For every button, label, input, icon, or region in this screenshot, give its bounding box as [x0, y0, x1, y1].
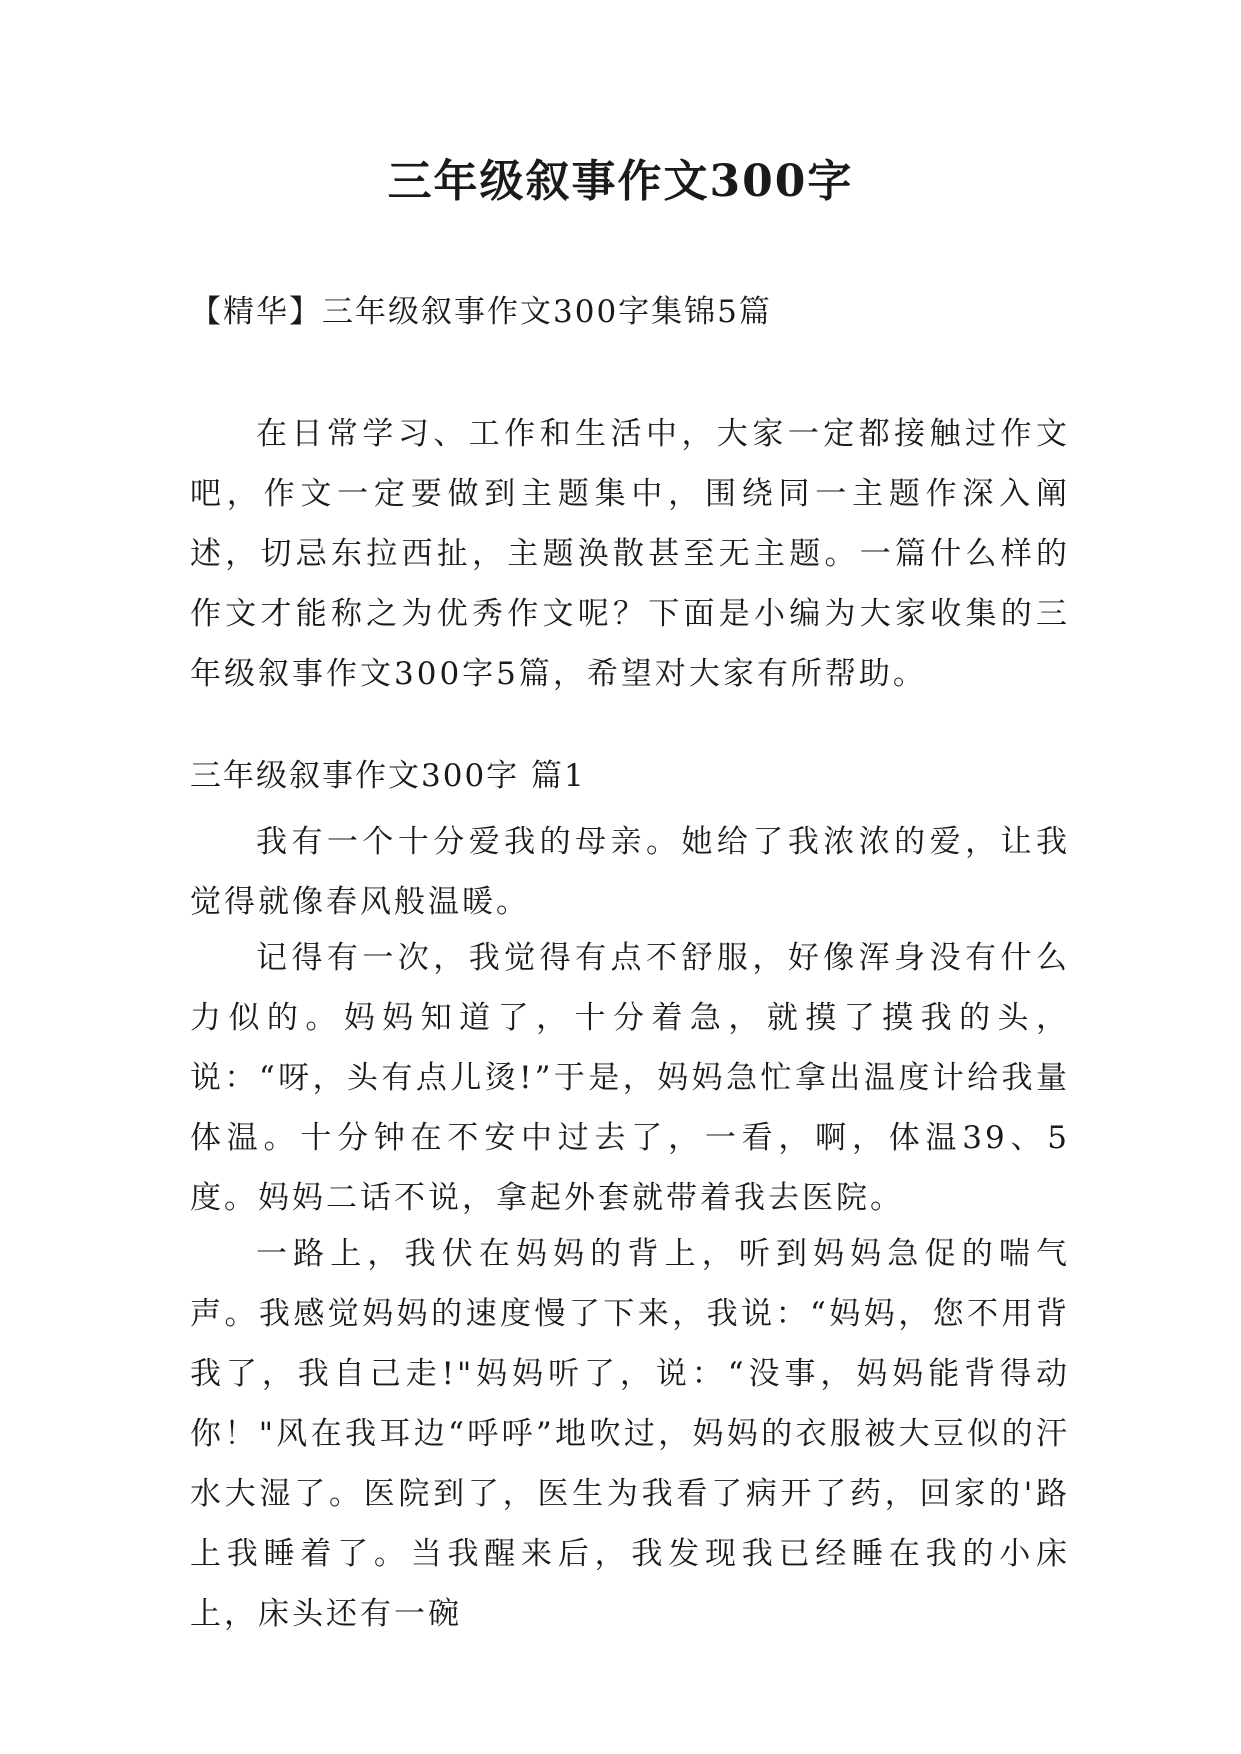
document-title: 三年级叙事作文300字	[387, 156, 854, 207]
essay-paragraph: 我有一个十分爱我的母亲。她给了我浓浓的爱，让我觉得就像春风般温暖。	[190, 824, 1070, 920]
intro-paragraph: 在日常学习、工作和生活中，大家一定都接触过作文吧，作文一定要做到主题集中，围绕同一主题作深入阐述，切忌东拉西扯，主题涣散甚至无主题。一篇什么样的作文才能称之为优秀作文呢？下面是小编为大家收集的三年级叙事作文300字5篇，希望对大家有所帮助。	[190, 416, 1070, 692]
section-heading: 三年级叙事作文300字 篇1	[190, 758, 586, 794]
document-subtitle: 【精华】三年级叙事作文300字集锦5篇	[190, 294, 772, 330]
essay-paragraph: 一路上，我伏在妈妈的背上，听到妈妈急促的喘气声。我感觉妈妈的速度慢了下来，我说：“妈妈，您不用背我了，我自己走!"妈妈听了，说：“没事，妈妈能背得动你！"风在我耳边“呼呼”地吹过，妈妈的衣服被大豆似的汗水大湿了。医院到了，医生为我看了病开了药，回家的'路上我睡着了。当我醒来后，我发现我已经睡在我的小床上，床头还有一碗	[190, 1236, 1070, 1632]
essay-paragraph: 记得有一次，我觉得有点不舒服，好像浑身没有什么力似的。妈妈知道了，十分着急，就摸了摸我的头，说：“呀，头有点儿烫!”于是，妈妈急忙拿出温度计给我量体温。十分钟在不安中过去了，一看，啊，体温39、5度。妈妈二话不说，拿起外套就带着我去医院。	[190, 940, 1070, 1216]
